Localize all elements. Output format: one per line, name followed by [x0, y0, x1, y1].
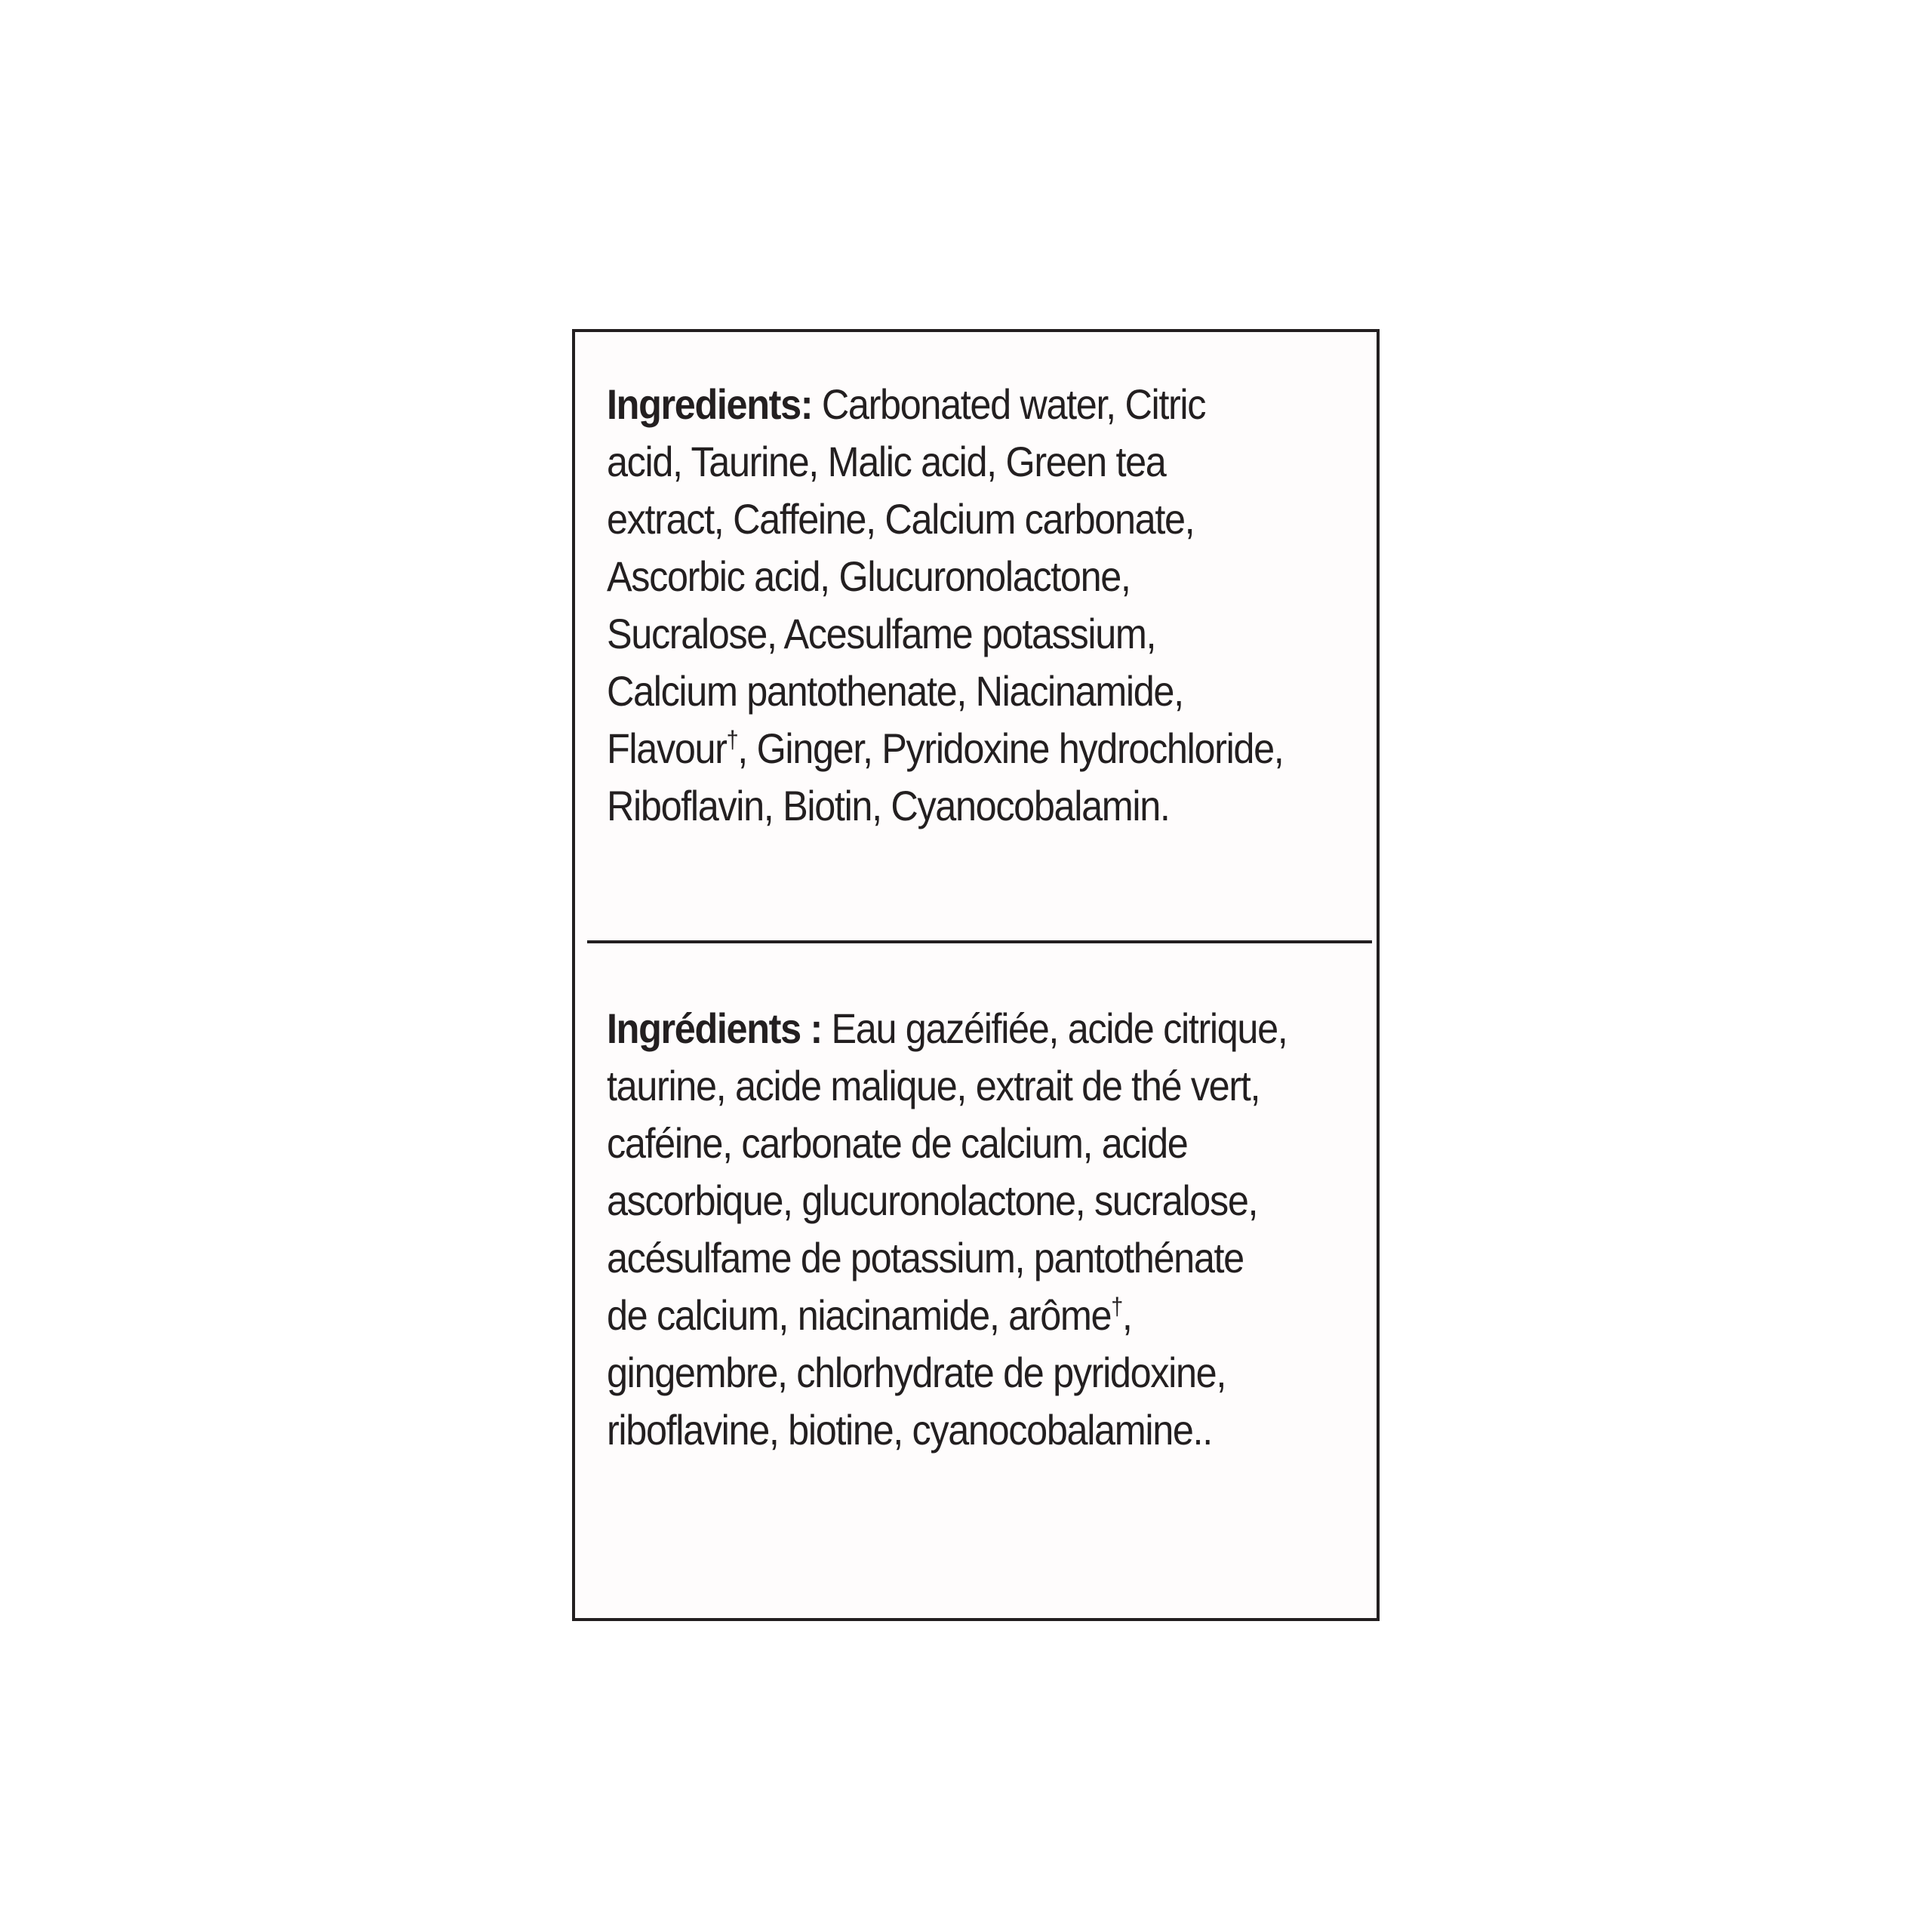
ingredient-line: de calcium, niacinamide, arôme†,	[607, 1291, 1132, 1339]
dagger-footnote-mark: †	[1111, 1293, 1122, 1320]
ingredient-line: Riboflavin, Biotin, Cyanocobalamin.	[607, 782, 1170, 829]
ingredients-heading-fr: Ingrédients :	[607, 1004, 822, 1052]
section-divider	[587, 940, 1372, 943]
ingredient-line: Ingredients: Carbonated water, Citric	[607, 380, 1206, 428]
ingredients-label-panel	[572, 329, 1380, 1621]
ingredient-line: acid, Taurine, Malic acid, Green tea	[607, 438, 1166, 485]
ingredient-line: taurine, acide malique, extrait de thé vert,	[607, 1062, 1260, 1109]
ingredient-line: Calcium pantothenate, Niacinamide,	[607, 667, 1183, 715]
ingredient-line: riboflavine, biotine, cyanocobalamine..	[607, 1406, 1212, 1454]
ingredient-line: ascorbique, glucuronolactone, sucralose,	[607, 1177, 1258, 1224]
ingredient-line: caféine, carbonate de calcium, acide	[607, 1119, 1188, 1167]
dagger-footnote-mark: †	[726, 726, 738, 753]
ingredient-line: extract, Caffeine, Calcium carbonate,	[607, 495, 1195, 543]
ingredients-heading-en: Ingredients:	[607, 380, 813, 428]
ingredient-line: Sucralose, Acesulfame potassium,	[607, 610, 1156, 657]
english-ingredients	[607, 376, 1300, 835]
ingredient-line: gingembre, chlorhydrate de pyridoxine,	[607, 1349, 1226, 1396]
ingredient-line: Ingrédients : Eau gazéifiée, acide citrique,	[607, 1004, 1287, 1052]
ingredient-line: Ascorbic acid, Glucuronolactone,	[607, 552, 1131, 600]
ingredient-line: Flavour†, Ginger, Pyridoxine hydrochloride,	[607, 724, 1284, 772]
french-ingredients	[607, 1000, 1300, 1459]
ingredient-line: acésulfame de potassium, pantothénate	[607, 1234, 1244, 1281]
